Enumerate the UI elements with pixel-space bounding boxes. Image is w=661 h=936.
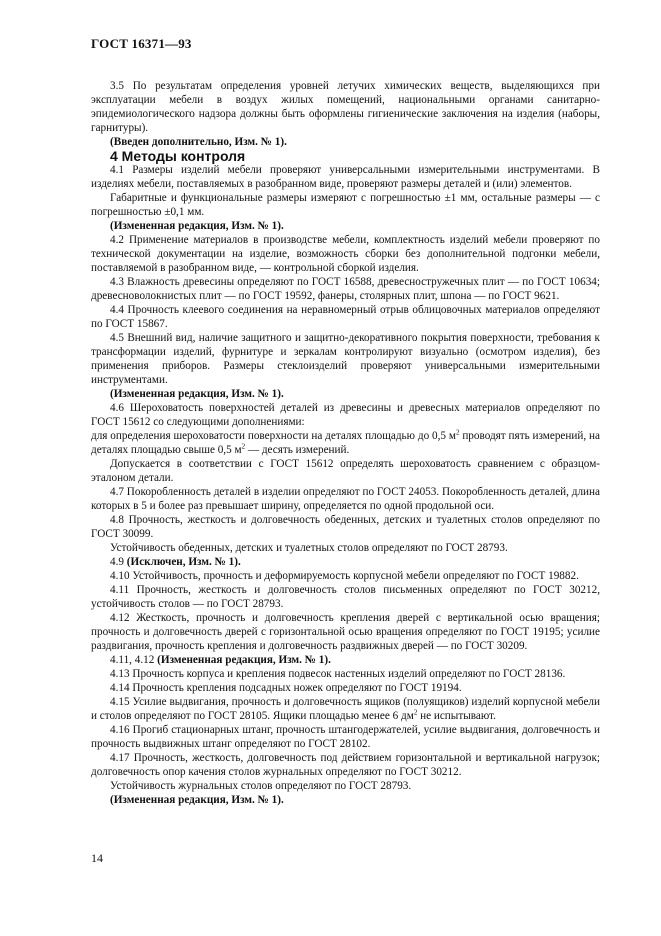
paragraph-4-6-comparison: Допускается в соответствии с ГОСТ 15612 определять шероховатость сравнением с образцом-эталоном детали. <box>91 458 600 484</box>
clause-number: 4.11, 4.12 <box>110 654 158 666</box>
paragraph-3-5: 3.5 По результатам определения уровней летучих химических веществ, выделяющихся при эксплуатации мебели в воздух жилых помещений, национальными органами санитарно-эпидемиологического надзора должны быть оформлены гигиенические заключения на изделия (наборы, гарнитуры). <box>91 80 600 134</box>
paragraph-4-1-tolerance: Габаритные и функциональные размеры измеряют с погрешностью ±1 мм, остальные размеры — с погрешностью ±0,1 мм. <box>91 192 600 218</box>
paragraph-4-2: 4.2 Применение материалов в производстве мебели, комплектность изделий мебели проверяют по технической документации на изделие, возможность сборки без дополнительной подгонки мебели, поставляемой в разобранном виде, — контрольной сборкой изделия. <box>91 234 600 274</box>
text-run: проводят пять измерений, на деталях площадью свыше 0,5 м <box>91 430 600 456</box>
paragraph-4-6-measurements <box>91 429 600 457</box>
paragraph-4-12: 4.12 Жесткость, прочность и долговечность крепления дверей с вертикальной осью вращения; прочность и долговечность дверей с горизонтальной осью вращения определяют по ГОСТ 19195; усилие раздвигания, прочность крепления и долговечность раздвижных дверей — по ГОСТ 30209. <box>91 612 600 652</box>
amendment-note: (Измененная редакция, Изм. № 1). <box>110 220 284 232</box>
paragraph-4-7: 4.7 Покоробленность деталей в изделии определяют по ГОСТ 24053. Покоробленность деталей, длина которых в 5 и более раз превышает ширину, определяется по одной продольной оси. <box>91 486 600 512</box>
paragraph-4-17-stability: Устойчивость журнальных столов определяют по ГОСТ 28793. <box>110 780 412 792</box>
amendment-note: (Измененная редакция, Изм. № 1). <box>110 794 284 806</box>
paragraph-4-3: 4.3 Влажность древесины определяют по ГОСТ 16588, древесностружечных плит — по ГОСТ 10634; древесноволокнистых плит — по ГОСТ 19592, фанеры, столярных плит, шпона — по ГОСТ 9621. <box>91 276 600 302</box>
paragraph-4-11-4-12-note <box>91 653 600 667</box>
text-run: 4.15 Усилие выдвигания, прочность и долговечность ящиков (полуящиков) изделий корпусной мебели и столов определяют по ГОСТ 28105. Ящики площадью менее 6 дм <box>91 696 600 722</box>
text-run: для определения шероховатости поверхности на деталях площадью до 0,5 м <box>91 430 456 442</box>
paragraph-4-11: 4.11 Прочность, жесткость и долговечность столов письменных определяют по ГОСТ 30212, устойчивость столов — по ГОСТ 28793. <box>91 584 600 610</box>
page-number: 14 <box>91 851 103 865</box>
text-run: не испытывают. <box>417 710 496 722</box>
paragraph-4-4: 4.4 Прочность клеевого соединения на неравномерный отрыв облицовочных материалов определяют по ГОСТ 15867. <box>91 304 600 330</box>
superscript: 2 <box>413 708 418 717</box>
section-title: 4 Методы контроля <box>110 148 246 164</box>
superscript: 2 <box>455 428 460 437</box>
paragraph-4-5: 4.5 Внешний вид, наличие защитного и защитно-декоративного покрытия поверхности, требования к трансформации изделий, фурнитуре и зеркалам контролируют визуально (осмотром изделия), без применения приборов. Размеры стеклоизделий проверяют универсальными измерительными инструментами. <box>91 332 600 386</box>
amendment-note: (Измененная редакция, Изм. № 1). <box>157 654 331 666</box>
text-run: — десять измерений. <box>245 444 350 456</box>
paragraph-4-6: 4.6 Шероховатость поверхностей деталей из древесины и древесных материалов определяют по ГОСТ 15612 со следующими дополнениями: <box>91 402 600 428</box>
document-header: ГОСТ 16371—93 <box>91 36 192 51</box>
clause-number: 4.9 <box>110 556 127 568</box>
amendment-note: (Исключен, Изм. № 1). <box>126 556 241 568</box>
paragraph-4-13: 4.13 Прочность корпуса и крепления подвесок настенных изделий определяют по ГОСТ 28136. <box>110 668 566 680</box>
paragraph-4-17: 4.17 Прочность, жесткость, долговечность под действием горизонтальной и вертикальной нагрузок; долговечность опор качения столов журнальных определяют по ГОСТ 30212. <box>91 752 600 778</box>
paragraph-4-10: 4.10 Устойчивость, прочность и деформируемость корпусной мебели определяют по ГОСТ 19882. <box>110 570 579 582</box>
paragraph-4-16: 4.16 Прогиб стационарных штанг, прочность штангодержателей, усилие выдвигания, долговечность и прочность выдвижных штанг определяют по ГОСТ 28102. <box>91 724 600 750</box>
superscript: 2 <box>241 442 246 451</box>
paragraph-4-8: 4.8 Прочность, жесткость и долговечность обеденных, детских и туалетных столов определяют по ГОСТ 30099. <box>91 514 600 540</box>
paragraph-4-1: 4.1 Размеры изделий мебели проверяют универсальными измерительными инструментами. В изделиях мебели, поставляемых в разобранном виде, проверяют размеры деталей и (или) элементов. <box>91 164 600 190</box>
paragraph-4-8-stability: Устойчивость обеденных, детских и туалетных столов определяют по ГОСТ 28793. <box>110 542 508 554</box>
amendment-note: (Измененная редакция, Изм. № 1). <box>110 388 284 400</box>
paragraph-4-14: 4.14 Прочность крепления подсадных ножек определяют по ГОСТ 19194. <box>110 682 462 694</box>
paragraph-4-15 <box>91 695 600 723</box>
paragraph-4-9 <box>91 555 600 569</box>
amendment-note: (Введен дополнительно, Изм. № 1). <box>110 136 287 148</box>
page-content <box>91 79 600 807</box>
